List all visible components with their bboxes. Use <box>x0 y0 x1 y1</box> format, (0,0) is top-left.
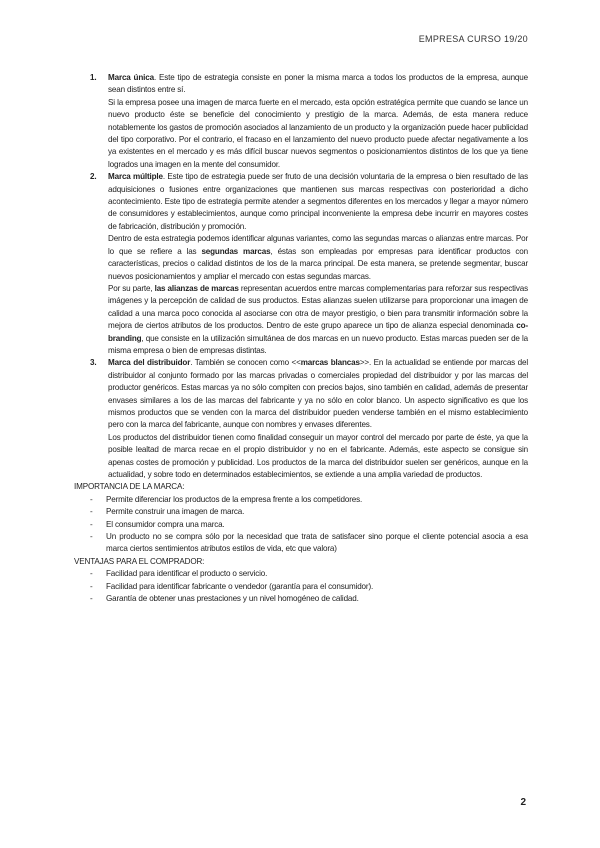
list-item-marca-multiple <box>74 171 528 357</box>
page-number: 2 <box>520 797 526 808</box>
bullet-item: - Permite construir una imagen de marca. <box>90 507 245 517</box>
item-number: 1. <box>90 73 97 82</box>
paragraph: Dentro de esta estrategia podemos identificar algunas variantes, como las segundas marcas o alianzas entre marcas. Por lo que se refiere a las segundas marcas, éstas son empleadas por empresas para identificar productos con características, precios o calidad distintos de los de la marca principal. De esta manera, se pretende segmentar, buscar nuevos posicionamientos y ampliar el mercado con estas segundas marcas. <box>108 234 528 281</box>
item-title: Marca del distribuidor <box>108 358 191 368</box>
bullet-item: - Garantía de obtener unas prestaciones y un nivel homogéneo de calidad. <box>90 594 359 604</box>
paragraph: Marca del distribuidor. También se conocen como <<marcas blancas>>. En la actualidad se entiende por marcas del distribuidor al conjunto formado por las marcas privadas o comerciales propiedad del distribuidor y por las marcas del productor genéricos. Estas marcas ya no sólo compiten con precios bajos, sino también en calidad, además de presentar envases similares a los de las marcas del fabricante y ya no sólo en color blanco. Un aspecto significativo es que los mismos productos que se venden con la marca del distribuidor pueden venderse también en el mismo establecimiento pero con la marca del fabricante, aunque con nombres y envases diferentes. <box>108 358 528 430</box>
paragraph: Por su parte, las alianzas de marcas representan acuerdos entre marcas complementarias para reforzar sus respectivas imágenes y la percepción de calidad de sus productos. Estas alianzas suelen utilizarse para proporcionar una imagen de calidad a una marca poco conocida al asociarse con otra de mayor prestigio, o bien para transmitir información sobre la mejora de ciertos atributos de los productos. Dentro de este grupo aparece un tipo de alianza especial denominada co-branding, que consiste en la utilización simultánea de dos marcas en un nuevo producto. Estas marcas pueden ser de la misma empresa o bien de empresas distintas. <box>108 283 528 355</box>
paragraph: Si la empresa posee una imagen de marca fuerte en el mercado, esta opción estratégica permite que cuando se lance un nuevo producto éste se beneficie del conocimiento y prestigio de la marca. Además, de esta manera reduce notablemente los gastos de promoción asociados al lanzamiento de un producto y la organización puede hacer publicidad del tipo corporativo. Por el contrario, el fracaso en el lanzamiento del nuevo producto puede afectar negativamente a los ya existentes en el mercado y es más difícil buscar nuevos segmentos o posicionamientos distintos de los que ya tiene logrados una imagen en la mente del consumidor. <box>108 97 528 169</box>
paragraph: Marca múltiple. Este tipo de estrategia puede ser fruto de una decisión voluntaria de la empresa o bien resultado de las adquisiciones o fusiones entre organizaciones que mantienen sus marcas respectivas con posterioridad a dicho acontecimiento. Este tipo de estrategia permite atender a segmentos diferentes en los mercados y llegar a mayor número de consumidores y establecimientos, aunque como principal inconveniente la empresa debe incurrir en mayores costes de fabricación, distribución y promoción. <box>108 172 528 231</box>
page-content <box>74 72 528 605</box>
item-number: 3. <box>90 358 97 368</box>
item-body <box>108 357 528 481</box>
bullet-item: - Un producto no se compra sólo por la necesidad que trata de satisfacer sino porque el cliente potencial asocia a esa marca ciertos sentimientos atributos estilos de vida, etc que valora) <box>90 532 528 554</box>
item-body <box>108 72 528 171</box>
paragraph: Marca única. Este tipo de estrategia consiste en poner la misma marca a todos los productos de la empresa, aunque sean distintos entre sí. <box>108 73 528 95</box>
bullet-item: - El consumidor compra una marca. <box>90 519 225 529</box>
paragraph: Los productos del distribuidor tienen como finalidad conseguir un mayor control del mercado por parte de éste, ya que la posible lealtad de marca recae en el propio distribuidor y no en el fabricante. Además, este aspecto se consigue sin apenas costes de promoción y publicidad. Los productos de la marca del distribuidor suelen ser genéricos, aunque en la actualidad, y sobre todo en determinados establecimientos, se extiende a una amplia variedad de productos. <box>108 432 528 479</box>
item-title: Marca múltiple <box>108 172 163 182</box>
item-number: 2. <box>90 172 97 182</box>
item-body <box>108 171 528 357</box>
list-item-marca-unica <box>74 72 528 171</box>
list-item-marca-distribuidor <box>74 357 528 481</box>
bullet-item: - Permite diferenciar los productos de la empresa frente a los competidores. <box>90 494 363 504</box>
section-heading-importancia: IMPORTANCIA DE LA MARCA: <box>74 482 185 492</box>
bullet-item: - Facilidad para identificar fabricante o vendedor (garantía para el consumidor). <box>90 581 374 591</box>
bullet-item: - Facilidad para identificar el producto o servicio. <box>90 569 268 579</box>
running-header: EMPRESA CURSO 19/20 <box>418 34 528 44</box>
item-title: Marca única <box>108 73 154 82</box>
section-heading-ventajas: VENTAJAS PARA EL COMPRADOR: <box>74 556 205 566</box>
